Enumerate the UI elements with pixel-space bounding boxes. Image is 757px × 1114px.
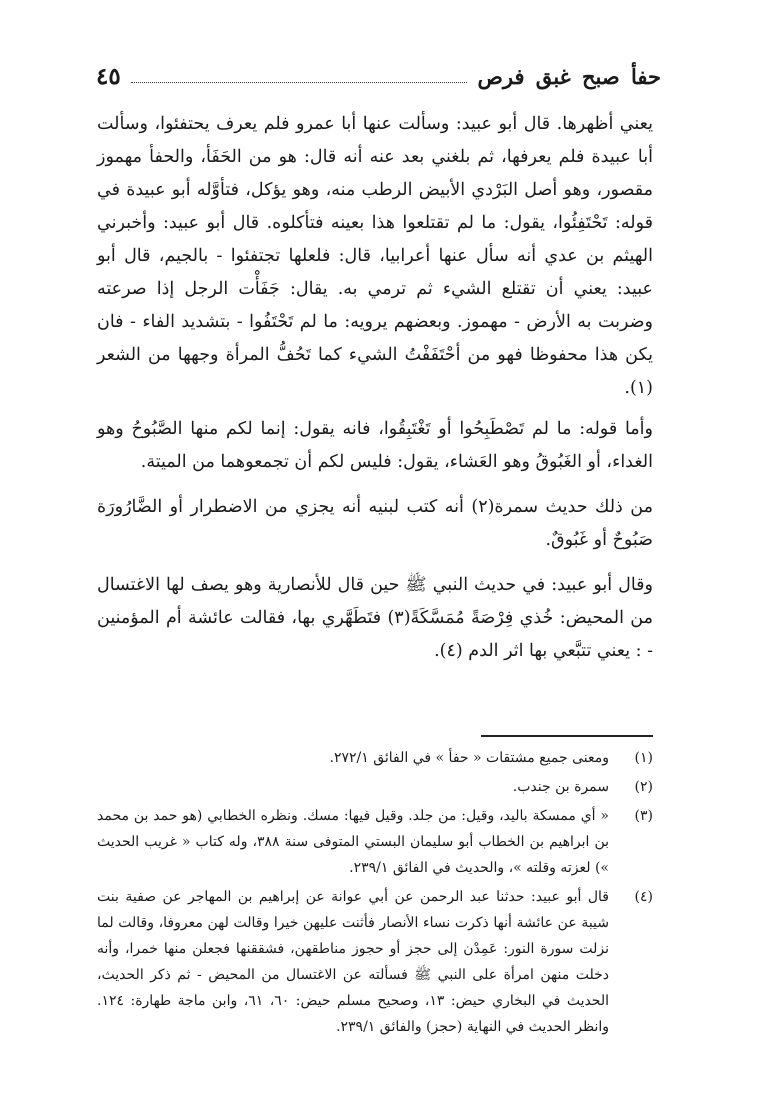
footnote-number: (١) — [634, 750, 653, 766]
running-title: حفأ صبح غبق فرص — [477, 63, 661, 89]
footnote-number: (٤) — [634, 889, 653, 905]
footnote-4 — [97, 884, 653, 1040]
paragraph-1: يعني أظهرها. قال أبو عبيد: وسألت عنها أبا عمرو فلم يعرف يحتفئوا، وسألت أبا عبيدة فلم يعرفها، ثم بلغني بعد عنه أنه قال: هو من الحَفَأ، والحفأ مهموز مقصور، وهو أصل البَرْدي الأبيض الرطب منه، وهو يؤكل، فتأوَّله أبو عبيدة في قوله: تَحْتَفِئُوا، يقول: ما لم تقتلعوا هذا بعينه فتأكلوه. قال أبو عبيد: وأخبرني الهيثم بن عدي أنه سأل عنها أعرابيا، قال: فلعلها تجتفئوا - بالجيم، قال أبو عبيد: يعني أن تقتلع الشيء ثم ترمي به. يقال: جَفَأْت الرجل إذا صرعته وضربت به الأرض - مهموز. وبعضهم يرويه: ما لم تَحْتَفُوا - بتشديد الفاء - فان يكن هذا محفوظا فهو من أحْتَفَفْتُ الشيء كما تَحُفُّ المرأة وجهها من الشعر (١). — [97, 114, 653, 398]
footnote-separator — [481, 735, 653, 737]
paragraph-3: من ذلك حديث سمرة(٢) أنه كتب لبنيه أنه يجزي من الاضطرار أو الضَّارُورَة صَبُوحٌ أو غَبُوقٌ. — [97, 497, 653, 550]
footnote-number: (٣) — [634, 808, 653, 824]
footnote-text: « أي ممسكة باليد، وقيل: من جلد. وقيل فيها: مسك. ونظره الخطابي (هو حمد بن محمد بن ابراهيم بن الخطاب أبو سليمان البستي المتوفى سنة ٣٨٨، وله كتاب « غريب الحديث ») لعزته وقلته »، والحديث في الفائق ٢٣٩/١. — [97, 808, 609, 876]
footnotes — [97, 745, 653, 1043]
footnote-text: ومعنى جميع مشتقات « حفأ » في الفائق ٢٧٢/١. — [329, 750, 609, 766]
footnote-2 — [97, 774, 653, 800]
paragraph-4: وقال أبو عبيد: في حديث النبي ﷺ حين قال للأنصارية وهو يصف لها الاغتسال من المحيض: خُذي فِرْصَةً مُمَسَّكَةً(٣) فتَطَهَّري بها، فقالت عائشة أم المؤمنين - : يعني تتبَّعي بها اثر الدم (٤). — [97, 575, 653, 661]
footnote-3 — [97, 803, 653, 881]
footnote-number: (٢) — [634, 779, 653, 795]
running-header — [96, 60, 661, 92]
page-number: ٤٥ — [96, 62, 121, 90]
footnote-text: سمرة بن جندب. — [512, 779, 609, 795]
main-text — [97, 108, 653, 680]
footnote-text: قال أبو عبيد: حدثنا عبد الرحمن عن أبي عوانة عن إبراهيم بن المهاجر عن صفية بنت شيبة عن عائشة أنها ذكرت نساء الأنصار فأثنت عليهن خيرا وقالت لهن معروفا، وقالت لما نزلت سورة النور: عَمِدْن إلى حجز أو حجوز مناطقهن، فشققنها فجعلن منها خمرا، وأنه دخلت منهن امرأة على النبي ﷺ فسألته عن الاغتسال من المحيض - ثم ذكر الحديث، الحديث في البخاري حيض: ١٣، وصحيح مسلم حيض: ٦٠، ٦١، وابن ماجة طهارة: ١٢٤. وانظر الحديث في النهاية (حجز) والفائق ٢٣٩/١. — [97, 889, 610, 1035]
paragraph-2: وأما قوله: ما لم تَصْطَبِحُوا أو تَغْتَبِقُوا، فانه يقول: إنما لكم منها الصَّبُوحُ وهو الغداء، أو الغَبُوقُ وهو العَشاء، يقول: فليس لكم أن تجمعوهما من الميتة. — [97, 419, 653, 472]
footnote-1 — [97, 745, 653, 771]
header-dotted-rule — [131, 82, 468, 83]
